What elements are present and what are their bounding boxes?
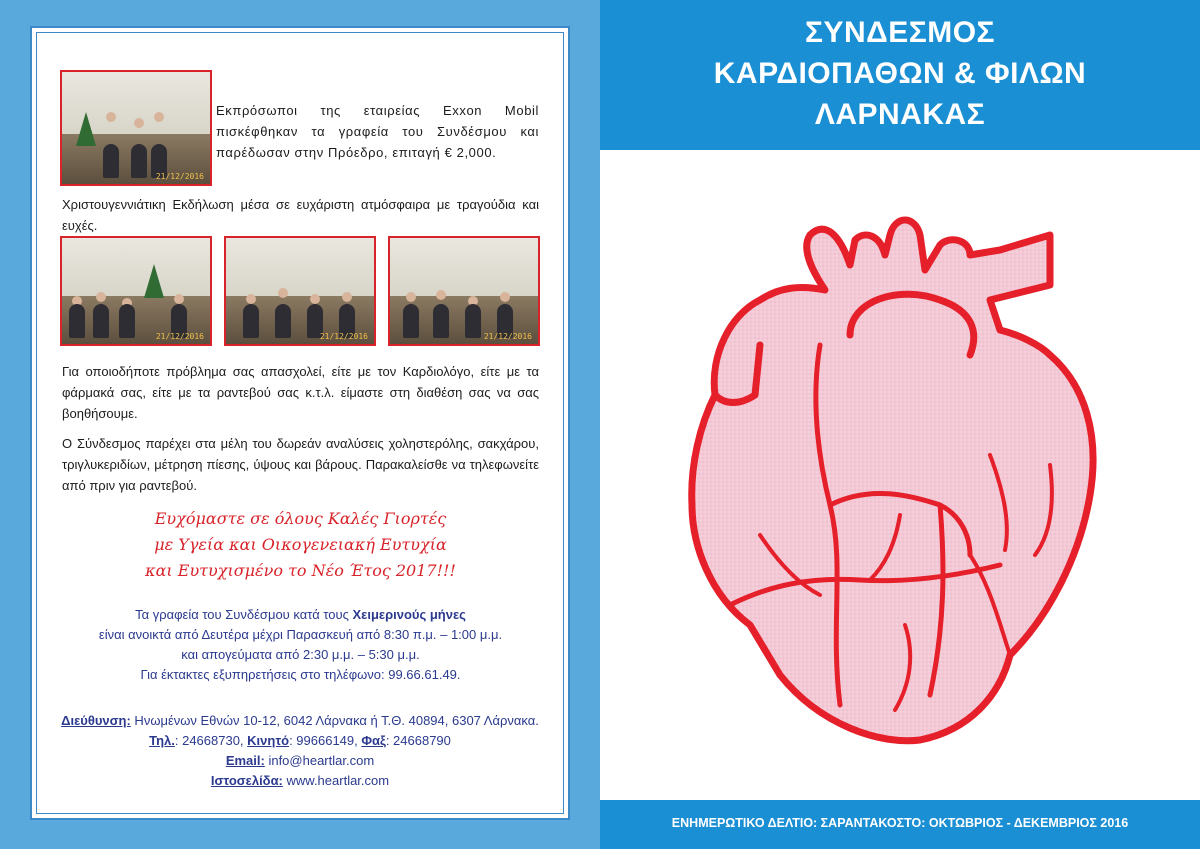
photo-event-3 [388, 236, 540, 346]
greeting-line: με Υγεία και Οικογενειακή Ευτυχία [154, 535, 447, 554]
office-hours-line: είναι ανοικτά από Δευτέρα μέχρι Παρασκευή από 8:30 π.μ. – 1:00 μ.μ. [98, 627, 503, 642]
mobile-value: : 99666149, [289, 733, 362, 748]
mobile-label: Κινητό [247, 733, 290, 748]
website-label: Ιστοσελίδα: [210, 773, 283, 788]
greeting-line: Ευχόμαστε σε όλους Καλές Γιορτές [154, 509, 447, 528]
heart-illustration [670, 205, 1130, 765]
greeting-line: και Ευτυχισμένο το Νέο Έτος 2017!!! [145, 561, 456, 580]
footer-band [600, 800, 1200, 849]
office-hours-intro: Τα γραφεία του Συνδέσμου κατά τους [135, 607, 353, 622]
address-value: Ηνωμένων Εθνών 10-12, 6042 Λάρνακα ή Τ.Θ. 40894, 6307 Λάρνακα. [130, 713, 539, 728]
phone-line [40, 731, 560, 751]
photo-date-stamp: 21/12/2016 [155, 332, 204, 341]
photo-event-2 [224, 236, 376, 346]
tel-value: : 24668730, [174, 733, 248, 748]
photo-exxon-visit [60, 70, 212, 186]
free-services-text: Ο Σύνδεσμος παρέχει στα μέλη του δωρεάν αναλύσεις χοληστερόλης, σακχάρου, τριγλυκεριδίων, μέτρηση πίεσης, ύψους και βάρους. Παρακαλείσθε να τηλεφωνείτε από πριν για ραντεβού. [62, 436, 539, 493]
winter-months-label: Χειμερινούς μήνες [352, 607, 466, 622]
contact-info [40, 711, 560, 791]
email-line [40, 751, 560, 771]
christmas-event-text: Χριστουγεννιάτικη Εκδήλωση μέσα σε ευχάριστη ατμόσφαιρα με τραγούδια και ευχές. [62, 197, 539, 233]
season-greetings [62, 506, 539, 584]
heart-icon [670, 205, 1130, 765]
tel-label: Τηλ. [149, 733, 175, 748]
right-page [600, 0, 1200, 849]
title-line: ΛΑΡΝΑΚΑΣ [814, 98, 986, 131]
emergency-phone-line: Για έκτακτες εξυπηρετήσεις στο τηλέφωνο: 99.66.61.49. [140, 667, 461, 682]
photo-date-stamp: 21/12/2016 [483, 332, 532, 341]
exxon-visit-text: Εκπρόσωποι της εταιρείας Exxon Mobil πισκέφθηκαν τα γραφεία του Συνδέσμου και παρέδωσαν στην Πρόεδρο, επιταγή € 2,000. [216, 103, 539, 160]
photo-date-stamp: 21/12/2016 [319, 332, 368, 341]
title-band [600, 0, 1200, 150]
office-hours-line: και απογεύματα από 2:30 μ.μ. – 5:30 μ.μ. [181, 647, 420, 662]
website-link[interactable]: www.heartlar.com [282, 773, 390, 788]
title-line: ΣΥΝΔΕΣΜΟΣ [804, 16, 996, 49]
office-hours-line [62, 605, 539, 625]
title-line: ΚΑΡΔΙΟΠΑΘΩΝ & ΦΙΛΩΝ [713, 57, 1087, 90]
email-label: Email: [225, 753, 265, 768]
photo-date-stamp: 21/12/2016 [155, 172, 204, 181]
support-text: Για οποιοδήποτε πρόβλημα σας απασχολεί, είτε με τον Καρδιολόγο, είτε με τα φάρμακά σας, είτε με τα ραντεβού σας κ.τ.λ. είμαστε στη διαθέση σας να σας βοηθήσουμε. [62, 364, 539, 421]
photo-event-1 [60, 236, 212, 346]
newsletter-issue-text: ΕΝΗΜΕΡΩΤΙΚΟ ΔΕΛΤΙΟ: ΣΑΡΑΝΤΑΚΟΣΤΟ: ΟΚΤΩΒΡΙΟΣ - ΔΕΚΕΜΒΡΙΟΣ 2016 [671, 816, 1129, 830]
address-label: Διεύθυνση: [61, 713, 131, 728]
website-line [40, 771, 560, 791]
office-hours [62, 605, 539, 685]
fax-value: : 24668790 [385, 733, 451, 748]
fax-label: Φαξ [361, 733, 386, 748]
address-line [40, 711, 560, 731]
email-link[interactable]: info@heartlar.com [264, 753, 375, 768]
